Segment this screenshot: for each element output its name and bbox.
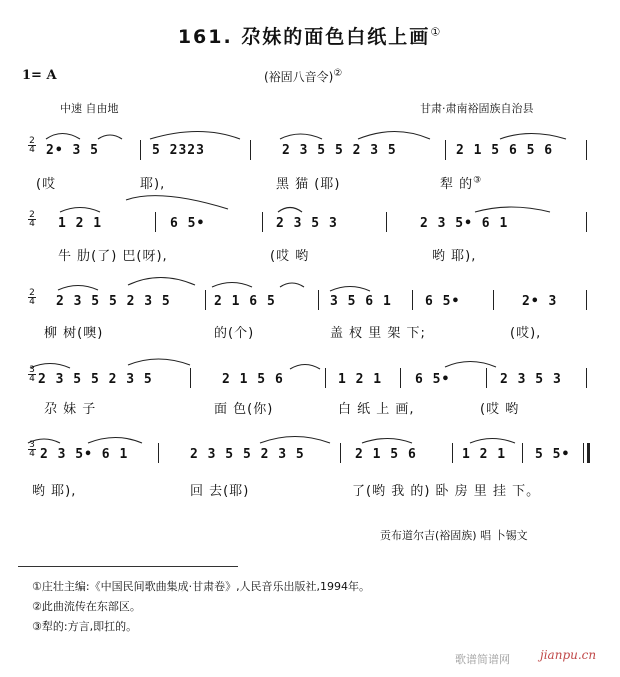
bar-line [586, 368, 587, 388]
region-label: 甘肃·肃南裕固族自治县 [420, 102, 534, 115]
time-signature-bottom: 4 [29, 145, 35, 155]
bar-line [586, 290, 587, 310]
measure: 2 3 5 5 2 3 5 [56, 294, 171, 309]
measure: 1 2 1 [338, 372, 383, 387]
measure: 1 2 1 [58, 216, 103, 231]
bar-line [486, 368, 487, 388]
lyric: (哎), [510, 326, 542, 341]
key-signature: 1= A [22, 68, 57, 83]
tempo-marking: 中速 自由地 [60, 102, 119, 115]
bar-line [158, 443, 159, 463]
measure: 1 2 1 [462, 447, 507, 462]
lyric [440, 173, 482, 192]
time-signature-top: 2 [29, 210, 35, 220]
bar-line [340, 443, 341, 463]
lyric: 了(哟 我 的) 卧 房 里 挂 下。 [352, 484, 541, 499]
time-signature-top: 3 [29, 440, 35, 450]
time-signature-top: 2 [29, 288, 35, 298]
lyric-footnote-mark: ③ [473, 175, 483, 186]
lyric: 哟 耶), [432, 249, 477, 264]
measure: 2 1 5 6 5 6 [456, 143, 554, 158]
time-signature-bottom: 4 [29, 297, 35, 307]
footnote: ②此曲流传在东部区。 [32, 600, 141, 613]
measure: 3 5 6 1 [330, 294, 392, 309]
lyric: 黑 猫 (耶) [276, 177, 341, 192]
measure: 6 5• [170, 216, 206, 231]
final-bar-line [587, 443, 590, 463]
time-signature [28, 211, 36, 228]
measure: 2 3 5• 6 1 [420, 216, 509, 231]
measure: 2 3 5 5 2 3 5 [38, 372, 153, 387]
time-signature-top: 2 [29, 136, 35, 146]
bar-line [452, 443, 453, 463]
lyric: (哎 [36, 177, 57, 192]
subtitle-text: (裕固八音令) [264, 70, 334, 84]
time-signature-bottom: 4 [29, 374, 35, 384]
time-signature [28, 366, 36, 383]
lyric: (哎 哟 [480, 402, 520, 417]
measure: 2 3 5• 6 1 [40, 447, 129, 462]
bar-line [262, 212, 263, 232]
measure: 2 1 5 6 [222, 372, 284, 387]
measure: 2 1 6 5 [214, 294, 276, 309]
bar-line [386, 212, 387, 232]
time-signature-top: 3 [29, 365, 35, 375]
footnote-divider [18, 566, 238, 567]
bar-line [493, 290, 494, 310]
lyric: 白 纸 上 画, [338, 402, 415, 417]
lyric: 尕 妹 子 [44, 402, 97, 417]
bar-line [205, 290, 206, 310]
lyric: 回 去(耶) [190, 484, 250, 499]
bar-line [155, 212, 156, 232]
lyric-text: 犁 的 [440, 177, 474, 192]
bar-line [445, 140, 446, 160]
measure: 2 3 5 5 2 3 5 [190, 447, 305, 462]
performer-credit: 贡布道尔吉(裕固族) 唱 卜锡文 [380, 529, 528, 542]
bar-line [140, 140, 141, 160]
watermark-text: 歌谱简谱网 [455, 653, 510, 666]
bar-line [586, 212, 587, 232]
measure: 2 1 5 6 [355, 447, 417, 462]
bar-line [586, 140, 587, 160]
lyric: 牛 肋(了) 巴(呀), [58, 249, 168, 264]
measure: 2 3 5 5 2 3 5 [282, 143, 397, 158]
bar-line [325, 368, 326, 388]
time-signature [28, 289, 36, 306]
bar-line [318, 290, 319, 310]
footnote: ①庄壮主编:《中国民间歌曲集成·甘肃卷》,人民音乐出版社,1994年。 [32, 580, 371, 593]
measure: 2• 3 5 [46, 143, 99, 158]
time-signature [28, 441, 36, 458]
measure: 5 2323 [152, 143, 205, 158]
bar-line [583, 443, 584, 463]
time-signature-bottom: 4 [29, 219, 35, 229]
bar-line [400, 368, 401, 388]
measure: 2• 3 [522, 294, 558, 309]
measure: 6 5• [425, 294, 461, 309]
lyric: 耶), [140, 177, 166, 192]
measure: 5 5• [535, 447, 571, 462]
bar-line [412, 290, 413, 310]
lyric: 哟 耶), [32, 484, 77, 499]
watermark-site: jianpu.cn [540, 648, 597, 662]
subtitle-footnote-mark: ② [333, 68, 343, 79]
lyric: (哎 哟 [270, 249, 310, 264]
measure: 2 3 5 3 [276, 216, 338, 231]
footnote: ③犁的:方言,即扛的。 [32, 620, 138, 633]
bar-line [190, 368, 191, 388]
lyric: 的(个) [214, 326, 255, 341]
lyric: 柳 树(噢) [44, 326, 104, 341]
measure: 2 3 5 3 [500, 372, 562, 387]
lyric: 盖 杈 里 架 下; [330, 326, 426, 341]
time-signature [28, 137, 36, 154]
bar-line [250, 140, 251, 160]
measure: 6 5• [415, 372, 451, 387]
time-signature-bottom: 4 [29, 449, 35, 459]
lyric: 面 色(你) [214, 402, 274, 417]
title-text: 161. 尕妹的面色白纸上画 [177, 26, 431, 48]
bar-line [522, 443, 523, 463]
title-footnote-mark: ① [430, 25, 443, 39]
